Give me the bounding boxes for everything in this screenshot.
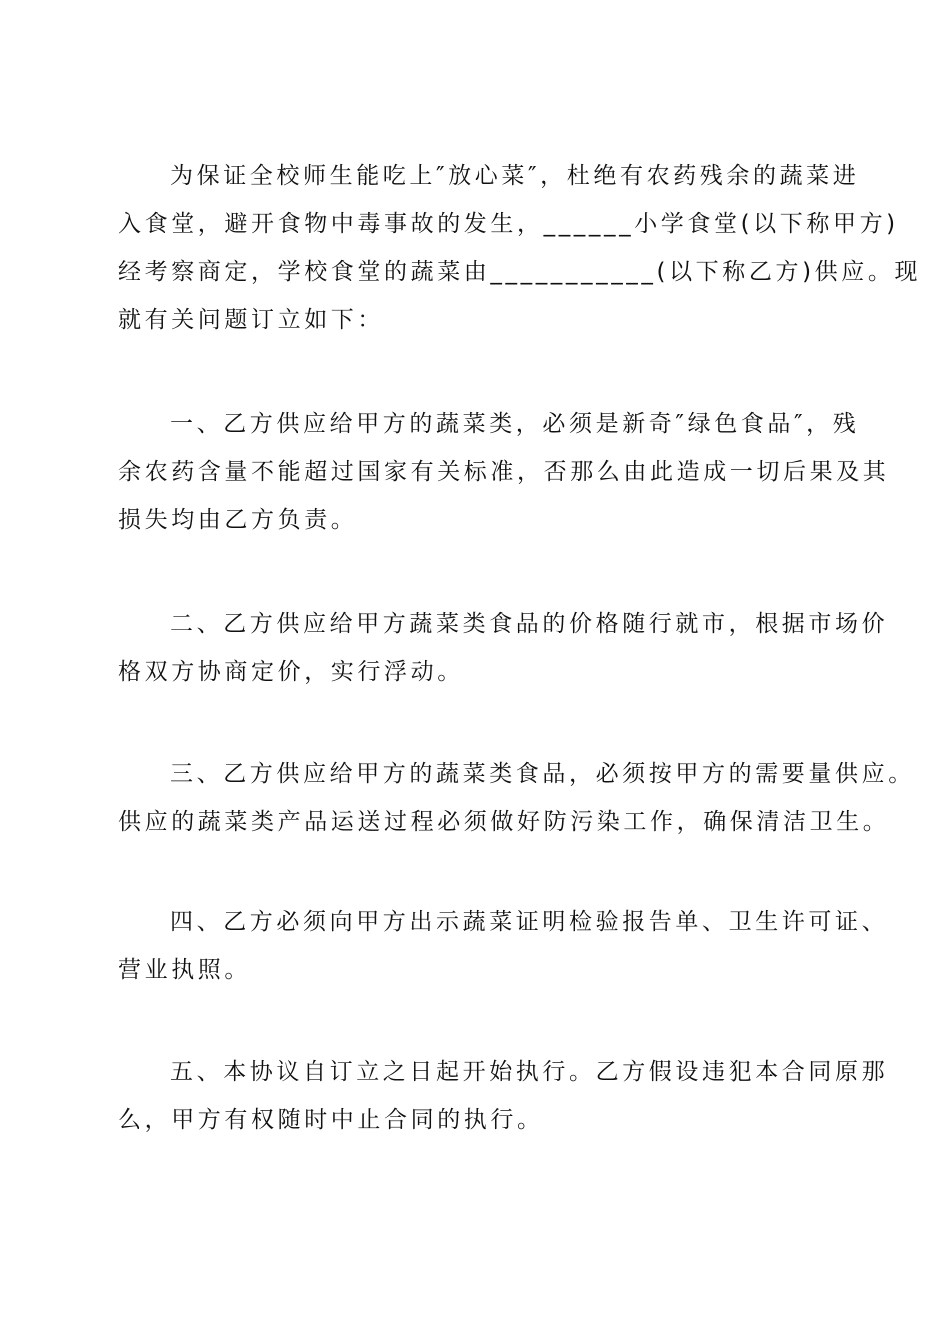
clause-3-line-2: 供应的蔬菜类产品运送过程必须做好防污染工作，确保清洁卫生。 — [118, 809, 890, 835]
intro-line-3: 经考察商定，学校食堂的蔬菜由___________(以下称乙方)供应。现 — [118, 259, 922, 285]
clause-1-line-3: 损失均由乙方负责。 — [118, 507, 358, 533]
clause-5-paragraph — [118, 1048, 889, 1144]
clause-5-line-2: 么，甲方有权随时中止合同的执行。 — [118, 1107, 544, 1133]
clause-2-line-1: 二、乙方供应给甲方蔬菜类食品的价格随行就市，根据市场价 — [170, 611, 889, 637]
clause-2-line-2: 格双方协商定价，实行浮动。 — [118, 659, 464, 685]
intro-line-1: 为保证全校师生能吃上″放心菜″，杜绝有农药残余的蔬菜进 — [170, 163, 860, 189]
clause-4-line-2: 营业执照。 — [118, 957, 251, 983]
intro-line-4: 就有关问题订立如下： — [118, 307, 384, 333]
clause-3-line-1: 三、乙方供应给甲方的蔬菜类食品，必须按甲方的需要量供应。 — [170, 761, 915, 787]
clause-4-paragraph — [118, 898, 889, 994]
intro-line-2: 入食堂，避开食物中毒事故的发生，______小学食堂(以下称甲方) — [118, 211, 899, 237]
clause-5-line-1: 五、本协议自订立之日起开始执行。乙方假设违犯本合同原那 — [170, 1059, 889, 1085]
clause-4-line-1: 四、乙方必须向甲方出示蔬菜证明检验报告单、卫生许可证、 — [170, 909, 889, 935]
clause-3-paragraph — [118, 750, 915, 846]
clause-1-paragraph — [118, 400, 890, 544]
intro-paragraph — [118, 152, 922, 344]
clause-2-paragraph — [118, 600, 889, 696]
clause-1-line-2: 余农药含量不能超过国家有关标准，否那么由此造成一切后果及其 — [118, 459, 890, 485]
clause-1-line-1: 一、乙方供应给甲方的蔬菜类，必须是新奇″绿色食品″，残 — [170, 411, 860, 437]
